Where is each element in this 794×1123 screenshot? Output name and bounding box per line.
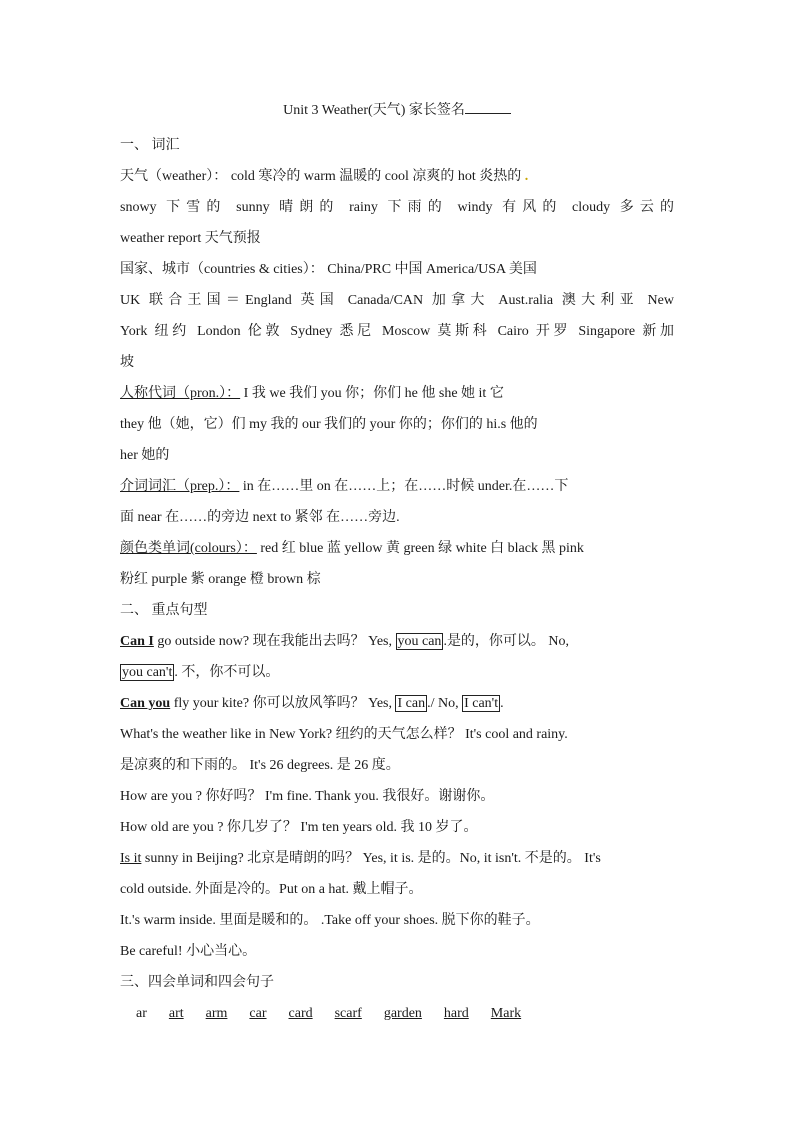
- pronouns-line-3: her 她的: [120, 448, 170, 463]
- sentence-7: It.'s warm inside. 里面是暖和的。 .Take off your shoes. 脱下你的鞋子。: [120, 913, 540, 928]
- colours-line-1: [120, 533, 674, 564]
- answer-box-i-cant: I can't: [464, 696, 499, 711]
- answer-box-you-can: you can: [397, 634, 442, 649]
- section3-heading: 三、四会单词和四会句子: [120, 975, 274, 990]
- word-ar: ar: [136, 1006, 147, 1021]
- page-title: [120, 100, 674, 122]
- weather-line-2: snowy 下雪的 sunny 晴朗的 rainy 下雨的 windy 有风的 cloudy 多云的: [120, 200, 674, 215]
- sentence-6-line-2: cold outside. 外面是冷的。Put on a hat. 戴上帽子。: [120, 882, 423, 897]
- pronouns-rest: I 我 we 我们 you 你；你们 he 他 she 她 it 它: [240, 386, 504, 401]
- sentence-6-line-1: [120, 843, 674, 874]
- word-mark: Mark: [490, 1006, 522, 1021]
- word-card: card: [288, 1006, 313, 1021]
- pronouns-line-2: they 他（她，它）们 my 我的 our 我们的 your 你的；你们的 hi.s 他的: [120, 417, 538, 432]
- word-art: art: [168, 1006, 184, 1021]
- word-hard: hard: [443, 1006, 469, 1021]
- prepositions-line-1: [120, 471, 674, 502]
- colours-line-2: 粉红 purple 紫 orange 橙 brown 棕: [120, 572, 321, 587]
- sentence-6-underlined: Is it: [120, 851, 142, 866]
- sentence-1-after: .是的，你可以。 No,: [443, 634, 570, 649]
- sentence-2-mid: ./ No,: [427, 696, 463, 711]
- sentence-4: How are you ? 你好吗？ I'm fine. Thank you. 我很好。谢谢你。: [120, 789, 495, 804]
- weather-line-3: weather report 天气预报: [120, 231, 261, 246]
- colours-label: 颜色类单词(colours）：: [120, 541, 257, 556]
- sentence-1-question: go outside now? 现在我能出去吗？ Yes,: [153, 634, 396, 649]
- sentence-2-end: .: [500, 696, 504, 711]
- section1-heading: 一、 词汇: [120, 138, 180, 153]
- sentence-1-line-1: [120, 626, 674, 657]
- sentence-1-after-2: . 不，你不可以。: [174, 665, 280, 680]
- answer-box-you-cant: you can't: [122, 665, 173, 680]
- sentence-1-line-2: [120, 657, 674, 688]
- section2-heading: 二、 重点句型: [120, 603, 208, 618]
- colours-rest: red 红 blue 蓝 yellow 黄 green 绿 white 白 black 黑 pink: [256, 541, 584, 556]
- prepositions-rest: in 在……里 on 在……上；在……时候 under.在……下: [239, 479, 569, 494]
- pronouns-label: 人称代词（pron.）：: [120, 386, 241, 401]
- pronouns-line-1: [120, 378, 674, 409]
- sentence-3-line-2: 是凉爽的和下雨的。 It's 26 degrees. 是 26 度。: [120, 758, 400, 773]
- weather-line-1: [120, 161, 674, 192]
- sentence-2-bold: Can you: [120, 696, 171, 711]
- sentence-2-question: fly your kite? 你可以放风筝吗？ Yes,: [170, 696, 396, 711]
- four-skill-words: [120, 998, 674, 1029]
- sentence-5: How old are you ? 你几岁了？ I'm ten years old. 我 10 岁了。: [120, 820, 478, 835]
- title-text: Unit 3 Weather(天气) 家长签名: [283, 103, 465, 118]
- word-scarf: scarf: [334, 1006, 362, 1021]
- word-arm: arm: [205, 1006, 228, 1021]
- prepositions-label: 介词词汇（prep.）：: [120, 479, 240, 494]
- weather-words-1: cold 寒冷的 warm 温暖的 cool 凉爽的 hot 炎热的: [227, 169, 522, 184]
- sentence-1-bold: Can I: [120, 634, 154, 649]
- sentence-2: [120, 688, 674, 719]
- marker-dot-icon: .: [524, 169, 529, 184]
- countries-line-3: York 纽约 London 伦敦 Sydney 悉尼 Moscow 莫斯科 Cairo 开罗 Singapore 新加: [120, 324, 674, 339]
- countries-line-1: 国家、城市（countries & cities）： China/PRC 中国 America/USA 美国: [120, 262, 537, 277]
- countries-line-2: UK 联合王国＝England 英国 Canada/CAN 加拿大 Aust.ralia 澳大利亚 New: [120, 293, 674, 308]
- prepositions-line-2: 面 near 在……的旁边 next to 紧邻 在……旁边.: [120, 510, 400, 525]
- sentence-6-rest: sunny in Beijing? 北京是晴朗的吗？ Yes, it is. 是的。No, it isn't. 不是的。 It's: [141, 851, 601, 866]
- word-garden: garden: [383, 1006, 422, 1021]
- countries-line-4: 坡: [120, 355, 134, 370]
- sentence-8: Be careful! 小心当心。: [120, 944, 257, 959]
- sentence-3-line-1: What's the weather like in New York? 纽约的天气怎么样？ It's cool and rainy.: [120, 727, 568, 742]
- word-car: car: [249, 1006, 267, 1021]
- weather-label: 天气（weather）：: [120, 169, 228, 184]
- signature-blank[interactable]: [465, 100, 511, 114]
- document-page: [120, 100, 674, 1029]
- answer-box-i-can: I can: [397, 696, 426, 711]
